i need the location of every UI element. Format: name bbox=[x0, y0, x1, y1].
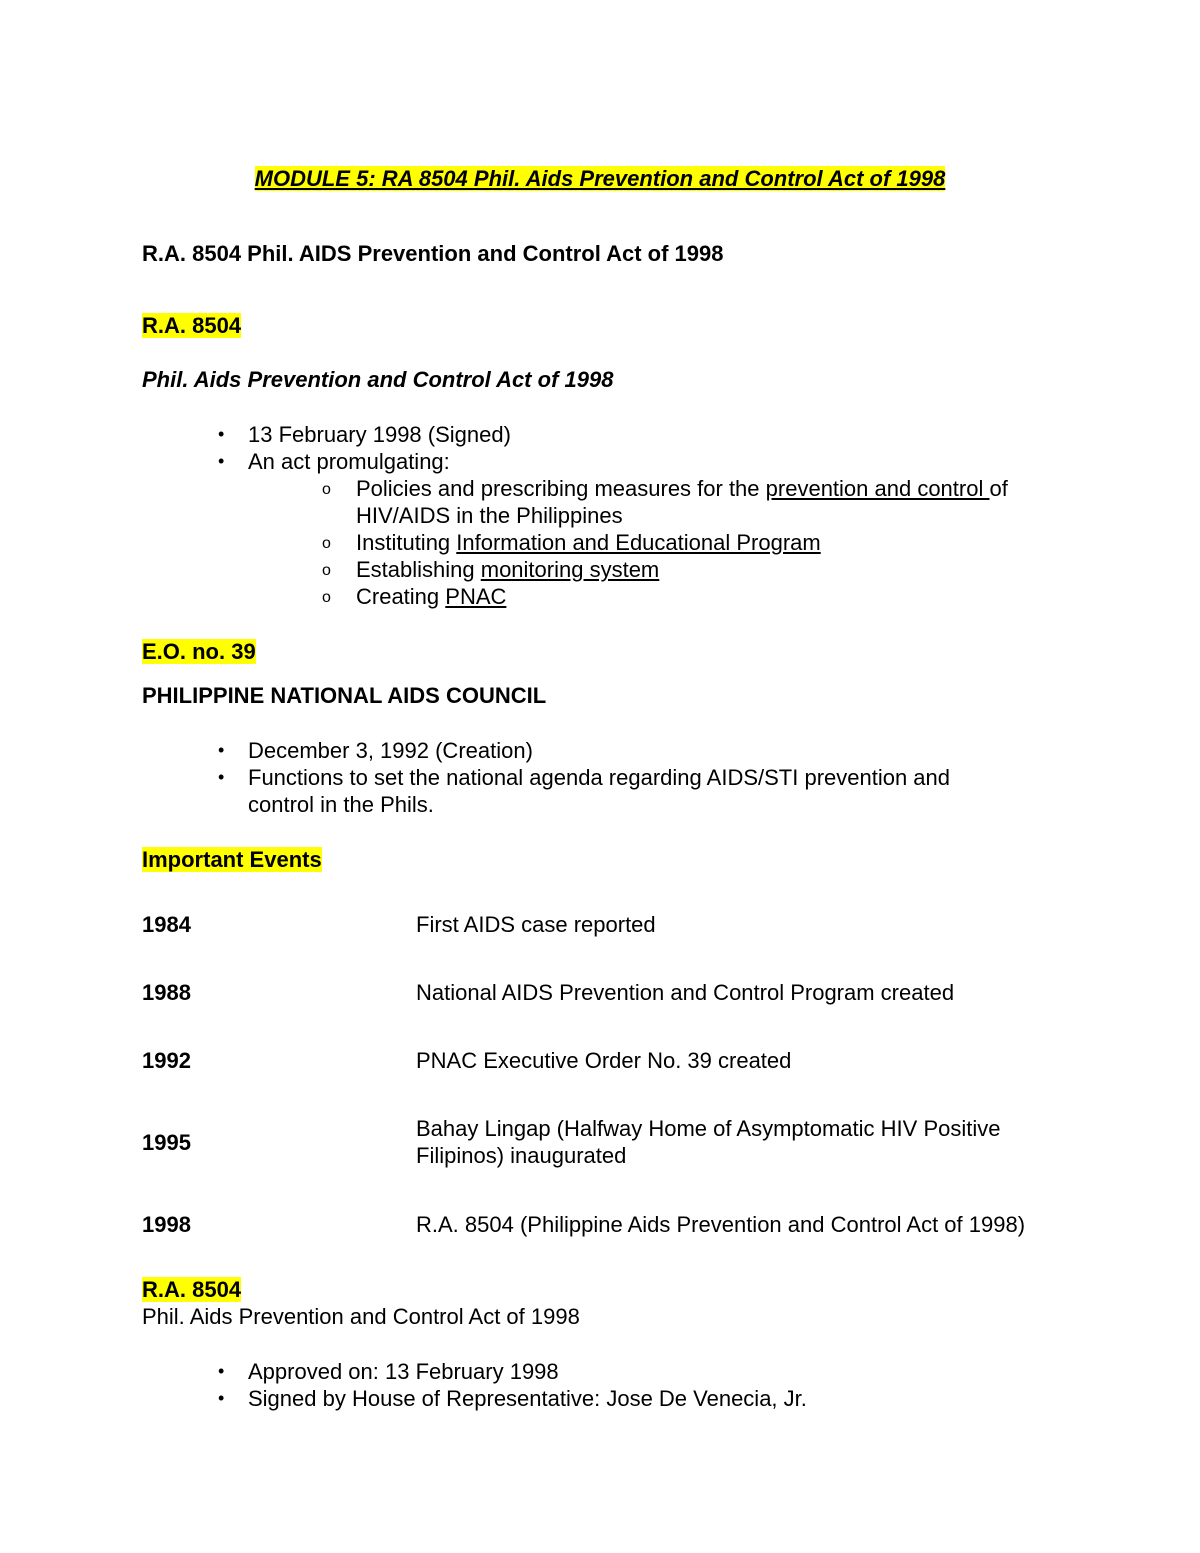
eo-title: PHILIPPINE NATIONAL AIDS COUNCIL bbox=[142, 683, 547, 708]
event-year: 1992 bbox=[142, 1048, 191, 1073]
list-item: • 13 February 1998 (Signed) bbox=[218, 422, 511, 447]
list-item: • Approved on: 13 February 1998 bbox=[218, 1359, 559, 1384]
event-description: PNAC Executive Order No. 39 created bbox=[416, 1048, 792, 1073]
circle-bullet-icon: o bbox=[322, 481, 331, 498]
circle-bullet-icon: o bbox=[322, 535, 331, 552]
eo-label: E.O. no. 39 bbox=[142, 639, 256, 664]
list-item: • Functions to set the national agenda regarding AIDS/STI prevention and bbox=[218, 765, 951, 790]
list-item: • Signed by House of Representative: Jose De Venecia, Jr. bbox=[218, 1386, 807, 1411]
events-label: Important Events bbox=[142, 847, 322, 872]
bullet-icon: • bbox=[218, 1388, 225, 1408]
bullet-icon: • bbox=[218, 767, 225, 787]
event-year: 1988 bbox=[142, 980, 191, 1005]
event-year: 1998 bbox=[142, 1212, 191, 1237]
sub-list-item: o Policies and prescribing measures for the prevention and control of bbox=[322, 476, 1008, 501]
list-item: • An act promulgating: bbox=[218, 449, 450, 474]
module-title: MODULE 5: RA 8504 Phil. Aids Prevention and Control Act of 1998 bbox=[254, 166, 946, 191]
sub-list-item: o Creating PNAC bbox=[322, 584, 507, 609]
ra-subtitle-2: Phil. Aids Prevention and Control Act of 1998 bbox=[142, 1304, 580, 1329]
event-description: Bahay Lingap (Halfway Home of Asymptomatic HIV Positive bbox=[416, 1116, 1001, 1141]
bullet-icon: • bbox=[218, 451, 225, 471]
main-heading: R.A. 8504 Phil. AIDS Prevention and Control Act of 1998 bbox=[142, 241, 724, 266]
bullet-icon: • bbox=[218, 740, 225, 760]
event-description: First AIDS case reported bbox=[416, 912, 656, 937]
list-item: • December 3, 1992 (Creation) bbox=[218, 738, 533, 763]
ra-label: R.A. 8504 bbox=[142, 313, 242, 338]
sub-list-item-continuation: HIV/AIDS in the Philippines bbox=[356, 503, 623, 528]
event-description: R.A. 8504 (Philippine Aids Prevention and Control Act of 1998) bbox=[416, 1212, 1026, 1237]
ra-subtitle: Phil. Aids Prevention and Control Act of 1998 bbox=[142, 367, 614, 392]
event-year: 1984 bbox=[142, 912, 191, 937]
ra-label-2: R.A. 8504 bbox=[142, 1277, 242, 1302]
bullet-icon: • bbox=[218, 1361, 225, 1381]
bullet-icon: • bbox=[218, 424, 225, 444]
sub-list-item: o Instituting Information and Educational Program bbox=[322, 530, 821, 555]
circle-bullet-icon: o bbox=[322, 562, 331, 579]
sub-list-item: o Establishing monitoring system bbox=[322, 557, 660, 582]
event-year: 1995 bbox=[142, 1130, 191, 1155]
list-item-continuation: control in the Phils. bbox=[248, 792, 434, 817]
event-description-continuation: Filipinos) inaugurated bbox=[416, 1143, 627, 1168]
circle-bullet-icon: o bbox=[322, 589, 331, 606]
event-description: National AIDS Prevention and Control Program created bbox=[416, 980, 955, 1005]
